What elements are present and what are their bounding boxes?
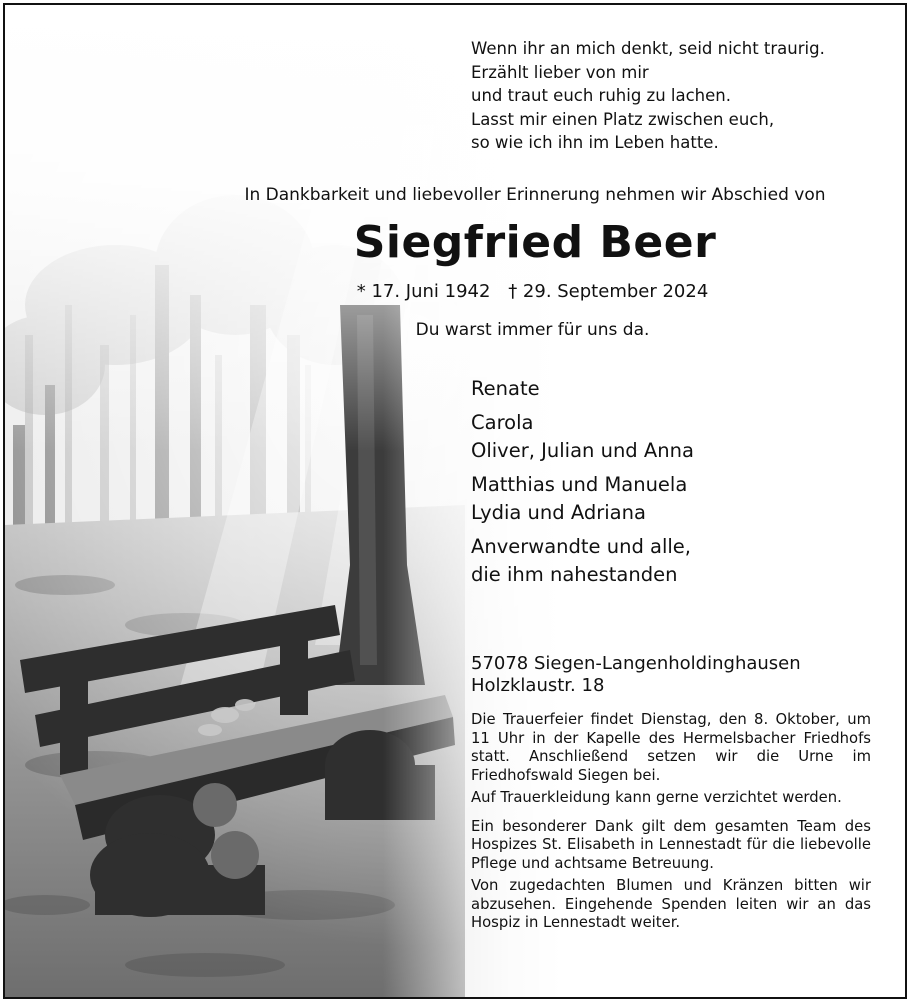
intro-text: In Dankbarkeit und liebevoller Erinnerung nehmen wir Abschied von <box>244 185 826 205</box>
mourner-line: Anverwandte und alle, <box>471 535 692 558</box>
mourners-list <box>471 375 694 595</box>
deceased-name: Siegfried Beer <box>353 217 717 268</box>
poem <box>471 37 825 155</box>
mourner-line: die ihm nahestanden <box>471 563 678 586</box>
address-line: Holzklaustr. 18 <box>471 675 605 696</box>
mourner-line: Carola <box>471 411 534 434</box>
address-line: 57078 Siegen-Langenholdinghausen <box>471 653 801 674</box>
service-info <box>471 711 871 937</box>
dress-note: Auf Trauerkleidung kann gerne verzichtet werden. <box>471 789 842 806</box>
thanks-note: Ein besonderer Dank gilt dem gesamten Team des Hospizes St. Elisabeth in Lennestadt für die liebevolle Pflege und achtsame Betreuung. <box>471 817 871 872</box>
mourner-group <box>471 375 694 403</box>
mourner-line: Matthias und Manuela <box>471 473 688 496</box>
mourner-line: Renate <box>471 377 540 400</box>
death-date: † 29. September 2024 <box>508 281 709 302</box>
poem-line: Wenn ihr an mich denkt, seid nicht traurig. <box>471 39 825 58</box>
life-dates <box>5 281 907 302</box>
poem-line: und traut euch ruhig zu lachen. <box>471 86 731 105</box>
poem-line: Lasst mir einen Platz zwischen euch, <box>471 109 775 129</box>
donation-note: Von zugedachten Blumen und Kränzen bitten wir abzusehen. Eingehende Spenden leiten wir an das Hospiz in Lennestadt weiter. <box>471 877 871 931</box>
poem-line: Erzählt lieber von mir <box>471 62 649 82</box>
obituary-frame <box>3 3 907 999</box>
motto: Du warst immer für uns da. <box>415 320 650 340</box>
mourner-group <box>471 533 694 589</box>
funeral-details: Die Trauerfeier findet Dienstag, den 8. Oktober, um 11 Uhr in der Kapelle des Hermelsbacher Friedhofs statt. Anschließend setzen wir die Urne im Friedhofswald Siegen bei. <box>471 711 871 784</box>
birth-date: * 17. Juni 1942 <box>356 281 491 302</box>
poem-line: so wie ich ihn im Leben hatte. <box>471 133 719 152</box>
mourner-group <box>471 471 694 527</box>
address <box>471 653 801 697</box>
mourner-line: Lydia und Adriana <box>471 501 646 524</box>
mourner-line: Oliver, Julian und Anna <box>471 439 694 462</box>
mourner-group <box>471 409 694 465</box>
